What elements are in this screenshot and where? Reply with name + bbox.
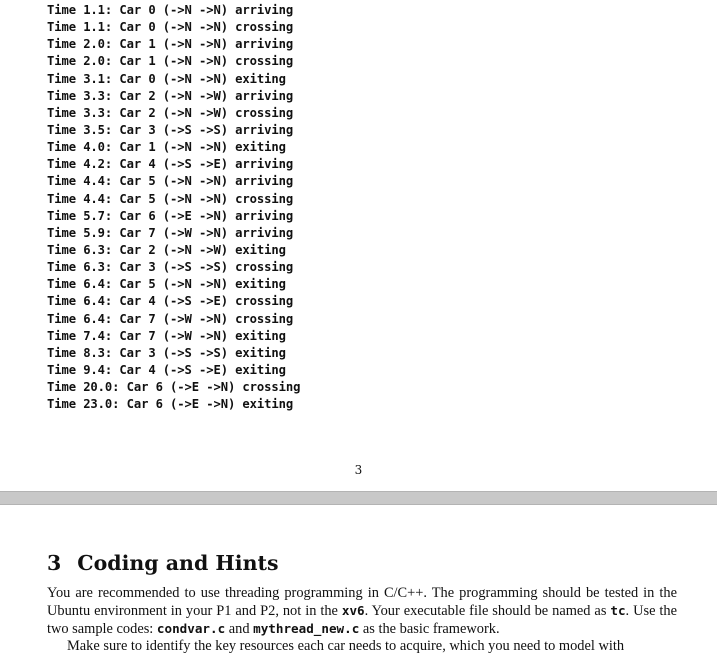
page-separator <box>0 491 717 505</box>
log-line: Time 3.5: Car 3 (->S ->S) arriving <box>47 122 294 137</box>
paragraph-intro <box>47 585 677 638</box>
log-line: Time 20.0: Car 6 (->E ->N) crossing <box>47 380 301 395</box>
section-title: Coding and Hints <box>77 551 279 575</box>
inline-code-executable: tc <box>610 603 626 619</box>
paragraph-text: . Your executable file should be named as <box>364 603 611 620</box>
log-line: Time 1.1: Car 0 (->N ->N) crossing <box>47 20 294 35</box>
log-line: Time 6.4: Car 4 (->S ->E) crossing <box>47 294 294 309</box>
log-line: Time 23.0: Car 6 (->E ->N) exiting <box>47 397 294 412</box>
log-line: Time 6.3: Car 3 (->S ->S) crossing <box>47 260 294 275</box>
log-line: Time 8.3: Car 3 (->S ->S) exiting <box>47 345 286 360</box>
inline-code-xv6: xv6 <box>341 603 365 619</box>
log-line: Time 6.4: Car 5 (->N ->N) exiting <box>47 277 286 292</box>
document-page-4 <box>0 505 717 658</box>
log-line: Time 2.0: Car 1 (->N ->N) arriving <box>47 37 294 52</box>
log-line: Time 1.1: Car 0 (->N ->N) arriving <box>47 3 294 17</box>
log-line: Time 2.0: Car 1 (->N ->N) crossing <box>47 54 294 69</box>
paragraph-text: You are recommended to use threading programming in C/C++. The programming should be tested in the Ubuntu environment in your P1 and P2, not in the <box>47 585 677 620</box>
log-line: Time 3.1: Car 0 (->N ->N) exiting <box>47 71 286 86</box>
log-line: Time 5.9: Car 7 (->W ->N) arriving <box>47 225 294 240</box>
log-line: Time 5.7: Car 6 (->E ->N) arriving <box>47 208 294 223</box>
log-line: Time 3.3: Car 2 (->N ->W) crossing <box>47 105 294 120</box>
section-heading <box>47 551 278 575</box>
inline-code-mythread: mythread_new.c <box>253 621 360 637</box>
paragraph-text: and <box>225 621 254 638</box>
program-output-log <box>47 2 300 413</box>
log-line: Time 9.4: Car 4 (->S ->E) exiting <box>47 362 286 377</box>
log-line: Time 4.0: Car 1 (->N ->N) exiting <box>47 140 286 155</box>
inline-code-condvar: condvar.c <box>156 621 226 637</box>
section-body <box>47 585 677 655</box>
log-line: Time 6.3: Car 2 (->N ->W) exiting <box>47 242 286 257</box>
page-number: 3 <box>354 463 363 477</box>
log-line: Time 3.3: Car 2 (->N ->W) arriving <box>47 88 294 103</box>
paragraph-text: . Use the two sample codes: <box>47 603 677 638</box>
section-number: 3 <box>47 551 62 575</box>
log-line: Time 4.2: Car 4 (->S ->E) arriving <box>47 157 294 172</box>
log-line: Time 6.4: Car 7 (->W ->N) crossing <box>47 311 294 326</box>
log-line: Time 4.4: Car 5 (->N ->N) crossing <box>47 191 294 206</box>
paragraph-text: as the basic framework. <box>359 621 500 638</box>
log-line: Time 4.4: Car 5 (->N ->N) arriving <box>47 174 294 189</box>
paragraph-resources: Make sure to identify the key resources each car needs to acquire, which you need to model with <box>67 638 625 655</box>
log-line: Time 7.4: Car 7 (->W ->N) exiting <box>47 328 286 343</box>
